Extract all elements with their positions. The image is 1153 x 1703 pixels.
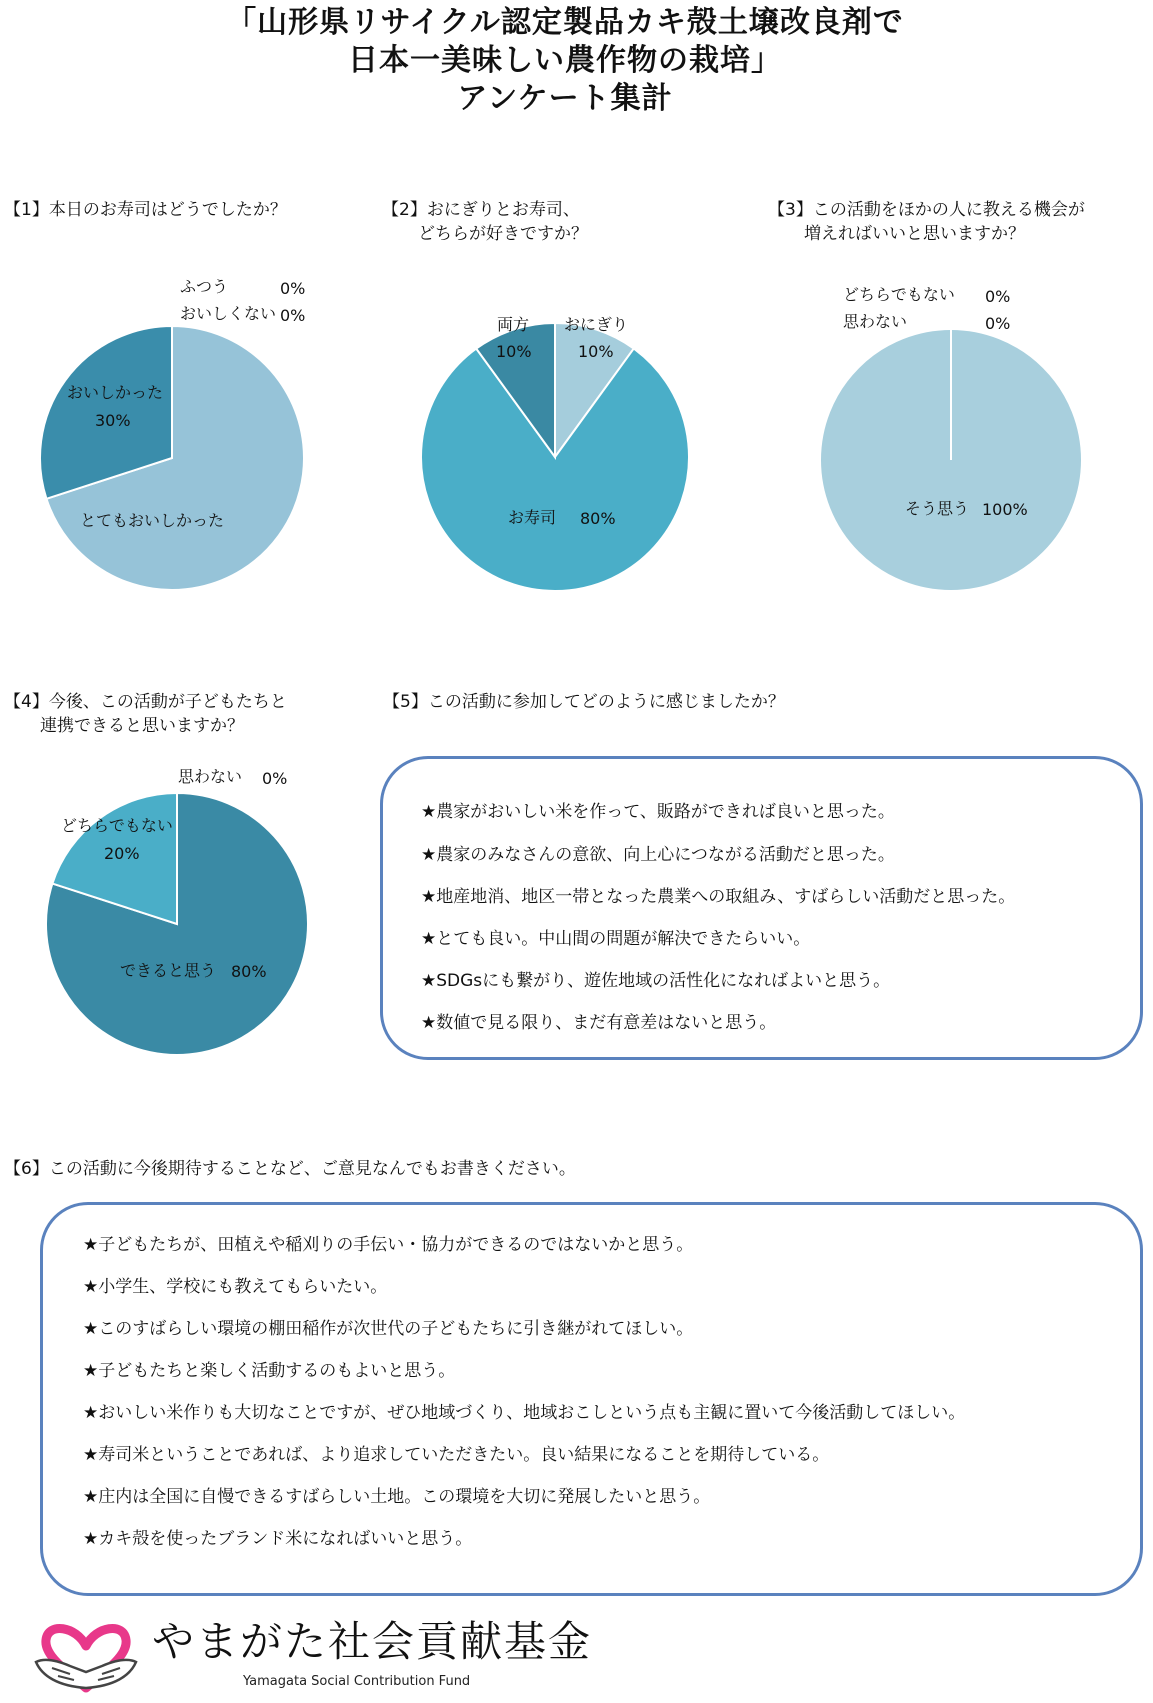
q3-label-dochira: どちらでもない	[843, 285, 955, 304]
q6-answer: ★このすばらしい環境の棚田稲作が次世代の子どもたちに引き継がれてほしい。	[83, 1319, 694, 1339]
q2-pct-ryouhou: 10%	[496, 342, 532, 361]
q4-label-dochira: どちらでもない	[61, 816, 173, 835]
q6-answer: ★子どもたちと楽しく活動するのもよいと思う。	[83, 1361, 456, 1381]
q5-answer: ★SDGsにも繋がり、遊佐地域の活性化になればよいと思う。	[421, 971, 891, 991]
q6-answer: ★カキ殻を使ったブランド米になればいいと思う。	[83, 1529, 473, 1549]
question-6-heading: 【6】この活動に今後期待することなど、ご意見なんでもお書きください。	[4, 1159, 576, 1179]
q2-pct-onigiri: 10%	[578, 342, 614, 361]
q1-label-totemo: とてもおいしかった	[80, 511, 225, 530]
question-1-heading: 【1】本日のお寿司はどうでしたか？	[4, 200, 287, 220]
question-3-heading-line-1: 【3】この活動をほかの人に教える機会が	[768, 200, 1085, 220]
q3-label-omowanai: 思わない	[843, 312, 908, 331]
logo-subtitle: Yamagata Social Contribution Fund	[243, 1674, 471, 1689]
q4-label-omowanai: 思わない	[178, 767, 243, 786]
q4-pct-omowanai: 0%	[262, 769, 288, 788]
logo	[30, 1614, 593, 1700]
q6-answer: ★小学生、学校にも教えてもらいたい。	[83, 1277, 388, 1297]
q1-label-oishikatta: おいしかった	[67, 383, 164, 402]
q5-answer: ★農家がおいしい米を作って、販路ができれば良いと思った。	[421, 802, 895, 822]
q1-pct-oishikatta: 30%	[95, 411, 131, 430]
q3-pct-souomou: 100%	[982, 500, 1028, 519]
q4-label-dekiru: できると思う	[120, 961, 217, 980]
q6-answer: ★子どもたちが、田植えや稲刈りの手伝い・協力ができるのではないかと思う。	[83, 1235, 694, 1255]
question-5-heading: 【5】この活動に参加してどのように感じましたか？	[383, 692, 785, 712]
q1-label-oishikunai: おいしくない	[180, 304, 277, 323]
q3-pct-omowanai: 0%	[985, 314, 1011, 333]
title-line-2: 日本一美味しい農作物の栽培」	[348, 43, 782, 78]
q1-pct-futsuu: 0%	[280, 279, 306, 298]
q2-label-onigiri: おにぎり	[564, 315, 629, 334]
q4-pct-dochira: 20%	[104, 844, 140, 863]
q2-pct-osushi: 80%	[580, 509, 616, 528]
q3-pct-dochira: 0%	[985, 287, 1011, 306]
q2-label-ryouhou: 両方	[497, 315, 530, 334]
question-3-heading-line-2: 増えればいいと思いますか？	[804, 224, 1025, 244]
q6-answers-box	[40, 1202, 1143, 1596]
question-4-heading-line-1: 【4】今後、この活動が子どもたちと	[4, 692, 287, 712]
q5-answer: ★地産地消、地区一帯となった農業への取組み、すばらしい活動だと思った。	[421, 887, 1016, 907]
q6-answer: ★おいしい米作りも大切なことですが、ぜひ地域づくり、地域おこしという点も主観に置いて今後活動してほしい。	[83, 1403, 966, 1423]
title-line-1: 「山形県リサイクル認定製品カキ殻土壌改良剤で	[226, 5, 904, 40]
question-2-heading-line-1: 【2】おにぎりとお寿司、	[382, 200, 580, 220]
q3-label-souomou: そう思う	[905, 499, 970, 518]
question-4-heading-line-2: 連携できると思いますか？	[40, 716, 244, 736]
logo-name: やまがた社会貢献基金	[152, 1617, 593, 1666]
q1-label-futsuu: ふつう	[180, 277, 229, 296]
heart-hands-icon	[30, 1614, 142, 1700]
q6-answer: ★庄内は全国に自慢できるすばらしい土地。この環境を大切に発展したいと思う。	[83, 1487, 711, 1507]
q5-answer: ★とても良い。中山間の問題が解決できたらいい。	[421, 929, 811, 949]
q5-answers-box	[380, 756, 1143, 1060]
q2-label-osushi: お寿司	[508, 508, 557, 527]
q5-answer: ★数値で見る限り、まだ有意差はないと思う。	[421, 1013, 777, 1033]
q5-answer: ★農家のみなさんの意欲、向上心につながる活動だと思った。	[421, 845, 895, 865]
q1-pct-oishikunai: 0%	[280, 306, 306, 325]
question-2-heading-line-2: どちらが好きですか？	[418, 224, 588, 244]
q6-answer: ★寿司米ということであれば、より追求していただきたい。良い結果になることを期待している。	[83, 1445, 830, 1465]
q4-pct-dekiru: 80%	[231, 962, 267, 981]
title-line-3: アンケート集計	[457, 81, 673, 116]
